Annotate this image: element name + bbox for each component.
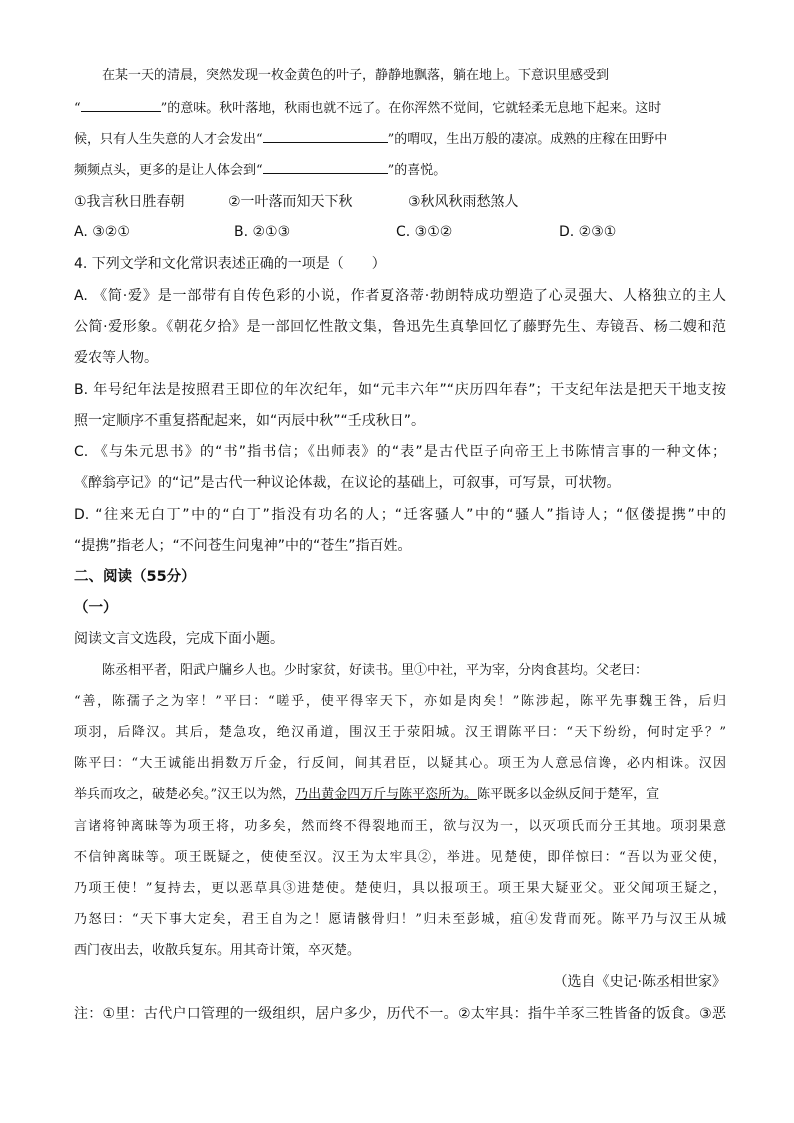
q4-option-c-line-1: C. 《与朱元思书》的“书”指书信；《出师表》的“表”是古代臣子向帝王上书陈情言事的一种文体； (74, 444, 726, 460)
source-citation: （选自《史记·陈丞相世家》 (553, 974, 726, 990)
question-4-stem: 4. 下列文学和文化常识表述正确的一项是（ ） (74, 256, 386, 272)
classical-line-6: 言诸将钟离昧等为项王将，功多矣，然而终不得裂地而王，欲与汉为一，以灭项氏而分王其地。项羽果意 (74, 819, 726, 834)
q4-option-b-line-1: B. 年号纪年法是按照君王即位的年次纪年，如“元丰六年”“庆历四年春”；干支纪年法是把天干地支按 (74, 382, 726, 398)
classical-line-9: 乃怒曰：“天下事大定矣，君王自为之！愿请骸骨归！”归未至彭城，疽④发背而死。陈平乃与汉王从城 (74, 912, 726, 927)
choice-a[interactable]: A. ③②① (74, 224, 130, 240)
choice-c[interactable]: C. ③①② (396, 224, 453, 240)
classical-line-8: 乃项王使！”复持去，更以恶草具③进楚使。楚使归，具以报项王。项王果大疑亚父。亚父闻项王疑之， (74, 881, 726, 896)
poem-option-2: ②一叶落而知天下秋 (228, 194, 353, 210)
poem-options (74, 192, 726, 212)
passage-line-3: 候，只有人生失意的人才会发出“ ”的喟叹，生出万般的凄凉。成熟的庄稼在田野中 (74, 129, 726, 150)
q4-option-a-line-2: 公简·爱形象。《朝花夕拾》是一部回忆性散文集，鲁迅先生真挚回忆了藤野先生、寿镜吾、杨二嫂和范 (74, 319, 726, 335)
footnote-line: 注：①里：古代户口管理的一级组织，居户多少，历代不一。②太牢具：指牛羊豕三牲皆备的饭食。③恶 (74, 1006, 726, 1022)
choice-b[interactable]: B. ②①③ (234, 224, 291, 240)
q4-option-d-line-2: “提携”指老人；“不问苍生问鬼神”中的“苍生”指百姓。 (74, 538, 412, 554)
poem-option-1: ①我言秋日胜春朝 (74, 194, 185, 210)
classical-line-4: 陈平曰：“大王诚能出捐数万斤金，行反间，间其君臣，以疑其心。项王为人意忌信谗，必内相诛。汉因 (74, 756, 726, 771)
classical-line-1: 陈丞相平者，阳武户牖乡人也。少时家贫，好读书。里①中社，平为宰，分肉食甚均。父老曰： (102, 663, 649, 678)
answer-blank-2[interactable] (263, 129, 388, 143)
subsection-title: （一） (74, 600, 118, 616)
section-title: 二、阅读（55分） (74, 569, 196, 585)
q4-option-a-line-3: 爱农等人物。 (74, 350, 158, 366)
passage-line-1: 在某一天的清晨，突然发现一枚金黄色的叶子，静静地飘落，躺在地上。下意识里感受到 (102, 68, 610, 83)
answer-blank-1[interactable] (81, 98, 161, 112)
q4-option-c-line-2: 《醉翁亭记》的“记”是古代一种议论体裁，在议论的基础上，可叙事，可写景，可状物。 (74, 475, 621, 491)
classical-line-5: 举兵而攻之，破楚必矣。”汉王以为然，乃出黄金四万斤与陈平恣所为。陈平既多以金纵反间于楚军，宣 (74, 787, 660, 802)
classical-line-10: 西门夜出去，收散兵复东。用其奇计策，卒灭楚。 (74, 943, 361, 958)
reading-instruction: 阅读文言文选段，完成下面小题。 (74, 631, 284, 647)
q4-option-d-line-1: D. “往来无白丁”中的“白丁”指没有功名的人；“迁客骚人”中的“骚人”指诗人；“伛偻提携”中的 (74, 507, 726, 523)
classical-line-2: “善，陈孺子之为宰！”平曰：“嗟乎，使平得宰天下，亦如是肉矣！”陈涉起，陈平先事魏王咎，后归 (74, 694, 726, 709)
classical-line-7: 不信钟离昧等。项王既疑之，使使至汉。汉王为太牢具②，举进。见楚使，即佯惊曰：“吾以为亚父使， (74, 850, 726, 865)
choice-d[interactable]: D. ②③① (559, 224, 617, 240)
underlined-sentence: 乃出黄金四万斤与陈平恣所为。 (295, 787, 478, 802)
passage-line-4: 频频点头，更多的是让人体会到“ ”的喜悦。 (74, 160, 726, 181)
classical-line-3: 项羽，后降汉。其后，楚急攻，绝汉甬道，围汉王于荥阳城。汉王谓陈平曰：“天下纷纷，何时定乎？” (74, 725, 726, 740)
q4-option-b-line-2: 照一定顺序不重复搭配起来，如“丙辰中秋”“壬戌秋日”。 (74, 413, 426, 429)
poem-option-3: ③秋风秋雨愁煞人 (408, 194, 519, 210)
q4-option-a-line-1: A. 《简·爱》是一部带有自传色彩的小说，作者夏洛蒂·勃朗特成功塑造了心灵强大、人格独立的主人 (74, 288, 726, 304)
passage-line-2: “ ”的意味。秋叶落地，秋雨也就不远了。在你浑然不觉间，它就轻柔无息地下起来。这时 (74, 98, 726, 119)
answer-choices (74, 222, 726, 242)
answer-blank-3[interactable] (263, 160, 388, 174)
